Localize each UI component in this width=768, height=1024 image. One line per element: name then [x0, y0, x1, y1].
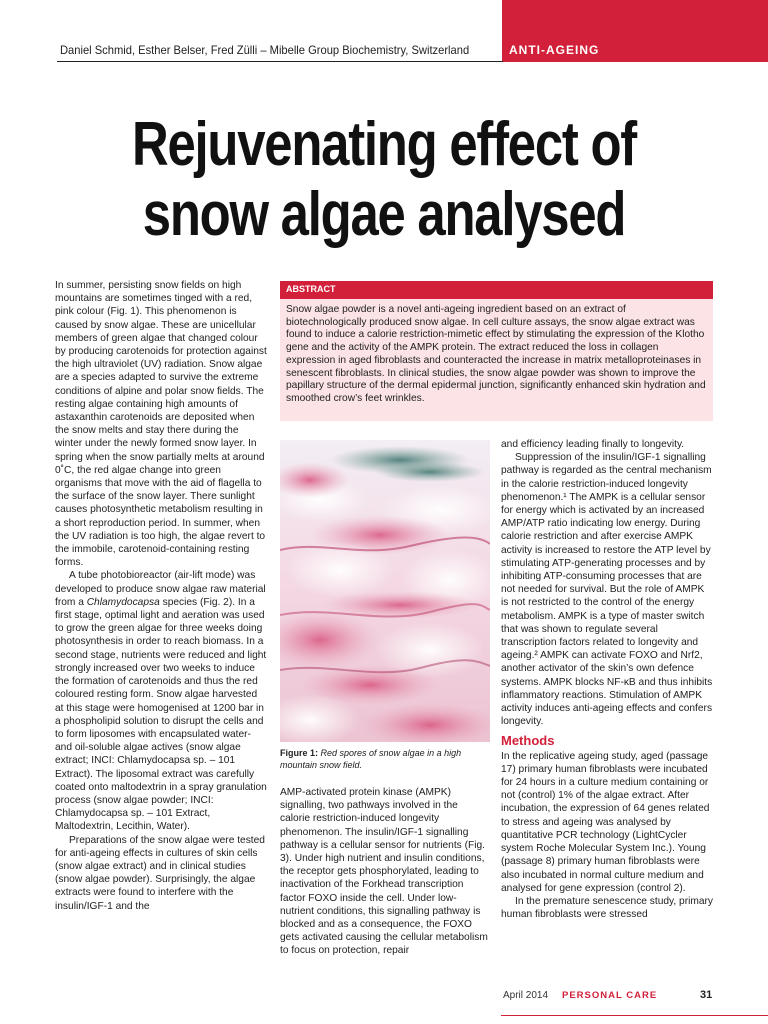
paragraph: A tube photobioreactor (air-lift mode) was developed to produce snow algae raw material from a Chlamydocapsa species (Fig. 2). In a first stage, optimal light and aeration was used to grow the green algae for three weeks doing photosynthesis in order to reach biomass. In a second stage, nutrients were reduced and light strongly increased over two weeks to induce the formation of carotenoids and thus the red coloured resting form. Snow algae harvested at this stage were homogenised at 1200 bar in a phospholipid solution to disrupt the cells and to form liposomes with encapsulated water- and oil-soluble algae actives (snow algae extract; INCI: Chlamydocapsa sp. – 101 Extract). The liposomal extract was carefully coated onto maltodextrin in a spray granulation process (snow algae powder; INCI: Chlamydocapsa sp. – 101 Extract, Maltodextrin, Lecithin, Water).: [55, 570, 267, 833]
paragraph: and efficiency leading finally to longevity.: [501, 439, 685, 450]
paragraph: Suppression of the insulin/IGF-1 signalling pathway is regarded as the central mechanism in the calorie restriction-induced longevity phenomenon.¹ The AMPK is a cellular sensor for energy which is activated by an increased AMP/ATP ratio indicating low energy. During calorie restriction and after exercise AMPK activity is increased to restore the ATP level by stimulating ATP-generating processes and by inhibiting ATP-consuming processes that are not needed for survival. But the role of AMPK is not restricted to the control of the energy metabolism. AMPK is a type of master switch that was shown to regulate several transcription factors related to longevity and ageing.² AMPK can activate FOXO and Nrf2, another activator of the skin’s own defence systems. AMPK blocks NF-κB and thus inhibits inflammatory reactions. Stimulation of AMPK activity induces anti-ageing effects and confers longevity.: [501, 452, 713, 728]
page-number: 31: [700, 989, 713, 1001]
footer-date: April 2014: [503, 990, 549, 1001]
figure-label: Figure 1:: [280, 748, 319, 758]
figure-caption: [280, 748, 490, 771]
methods-heading: Methods: [501, 733, 555, 749]
footer-magazine: PERSONAL CARE: [562, 990, 658, 1001]
paragraph: In the premature senescence study, primary human fibroblasts were stressed: [501, 895, 713, 921]
title-line-2: snow algae analysed: [142, 180, 626, 249]
snow-algae-photo: [280, 440, 490, 742]
species-name: Chlamydocapsa: [86, 596, 160, 608]
abstract-text: Snow algae powder is a novel anti-ageing ingredient based on an extract of biotechnologically produced snow algae. In cell culture assays, the snow algae extract was found to induce a calorie restriction-mimetic effect by stimulating the expression of the Klotho gene and the activity of the AMPK protein. The extract reduced the loss in collagen expression in aged fibroblasts and counteracted the increase in matrix metalloproteinases in senescent fibroblasts. In clinical studies, the snow algae powder was shown to improve the papillary structure of the dermal epidermal junction, significantly enhanced skin hydration and smoothed crow’s feet wrinkles.: [286, 304, 706, 404]
abstract-box: [280, 299, 713, 421]
section-label: ANTI-AGEING: [509, 43, 600, 57]
figure-caption-text: Red spores of snow algae in a high mountain snow field.: [280, 748, 462, 770]
abstract-heading: ABSTRACT: [286, 284, 336, 294]
paragraph: In the replicative ageing study, aged (passage 17) primary human fibroblasts were incubated for 24 hours in a culture medium containing or not (control) 1% of the algae extract. After incubation, the expression of 64 genes related to stress and ageing was analysed by quantitative PCR technology (LightCycler system Roche Molecular System Inc.). Young (passage 8) primary human fibroblasts were also incubated in normal culture medium and analysed for gene expression (control 2).: [501, 750, 710, 894]
paragraph: AMP-activated protein kinase (AMPK) signalling, two pathways involved in the calorie restriction-induced longevity phenomenon. The insulin/IGF-1 signalling pathway is a cellular sensor for nutrients (Fig. 3). Under high nutrient and insulin conditions, the receptor gets phosphorylated, leading to inactivation of the Forkhead transcription factor FOXO inside the cell. Under low-nutrient conditions, this signalling pathway is blocked and as a consequence, the FOXO gets activated causing the cellular metabolism to focus on protection, repair: [280, 787, 488, 957]
figure-snow-algae-image: [280, 440, 490, 742]
paragraph: Preparations of the snow algae were tested for anti-ageing effects in cultures of skin cells (snow algae extract) and in clinical studies (snow algae powder). Surprisingly, the algae extracts were found to interfere with the insulin/IGF-1 and the: [55, 834, 265, 912]
paragraph: In summer, persisting snow fields on high mountains are sometimes tinged with a red, pink colour (Fig. 1). This phenomenon is caused by snow algae. These are unicellular members of green algae that changed colour by producing carotenoids for protection against the high ultraviolet (UV) radiation. Snow algae are a species adapted to survive the extreme conditions of alpine and polar snow fields. The resting algae containing high amounts of astaxanthin carotenoids are deposited when the snow melts and stay there during the winter under the newly formed snow layer. In spring when the snow partially melts at around 0˚C, the red algae change into green organisms that move with the aid of flagella to the surface of the snow layer. There sunlight causes photosynthetic metabolism resulting in a short reproduction period. In summer, when the UV radiation is too high, the algae revert to the immobile, carotenoid-containing resting forms.: [55, 280, 267, 569]
authors-line: Daniel Schmid, Esther Belser, Fred Zülli – Mibelle Group Biochemistry, Switzerland: [60, 43, 470, 57]
left-column: [55, 279, 267, 913]
header-rule: [57, 61, 503, 62]
middle-column: [280, 786, 490, 958]
right-column: [501, 438, 714, 921]
footer-rule: [501, 1015, 768, 1016]
abstract-header: [280, 281, 713, 299]
article-title: [0, 110, 768, 250]
title-line-1: Rejuvenating effect of: [131, 110, 636, 179]
section-tab: [502, 0, 768, 62]
